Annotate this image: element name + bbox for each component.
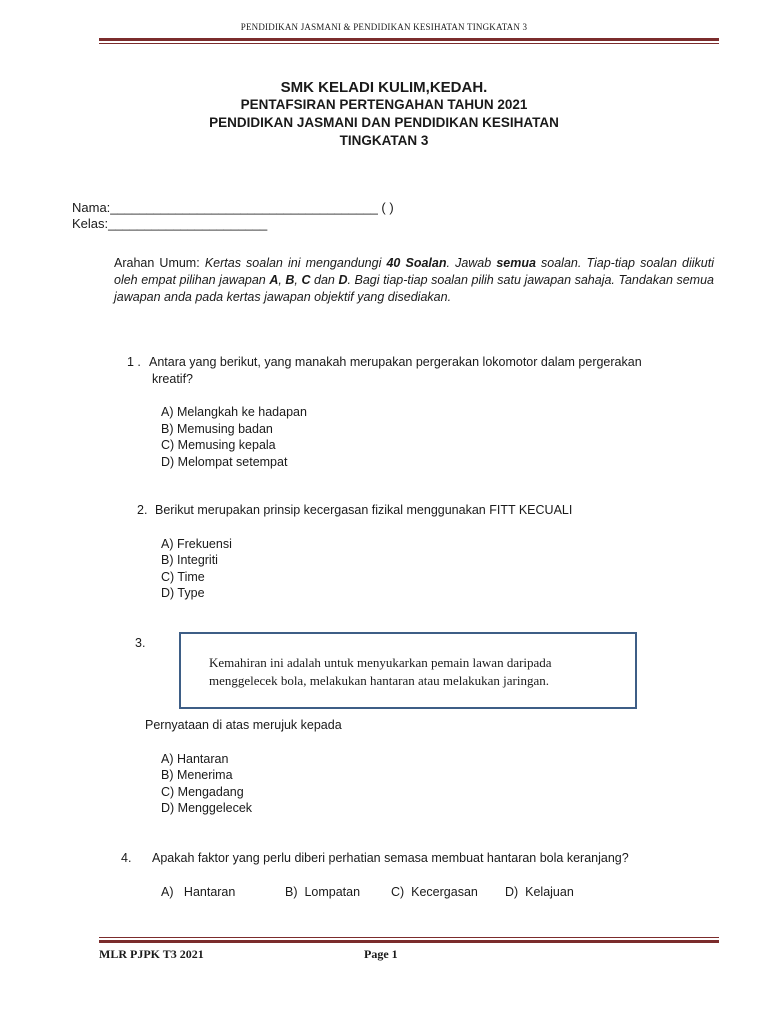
name-field[interactable]: Nama:_____________________________________ ( ) (72, 200, 394, 215)
question-3-option-b[interactable]: B) Menerima (161, 768, 233, 782)
header-rule-thin (99, 43, 719, 44)
question-1-text: Antara yang berikut, yang manakah merupakan pergerakan lokomotor dalam pergerakan (149, 355, 642, 369)
question-2-option-d[interactable]: D) Type (161, 586, 205, 600)
question-3-stimulus-text (209, 654, 619, 690)
subject-title: PENDIDIKAN JASMANI DAN PENDIDIKAN KESIHATAN (209, 115, 559, 130)
question-1-number: 1 . (127, 355, 141, 369)
question-2-text: Berikut merupakan prinsip kecergasan fizikal menggunakan FITT KECUALI (155, 503, 573, 517)
question-3-stem: Pernyataan di atas merujuk kepada (145, 718, 342, 732)
question-2-option-a[interactable]: A) Frekuensi (161, 537, 232, 551)
question-2-option-b[interactable]: B) Integriti (161, 553, 218, 567)
school-title: SMK KELADI KULIM,KEDAH. (280, 79, 488, 96)
header-rule (99, 38, 719, 41)
question-1-option-d[interactable]: D) Melompat setempat (161, 455, 288, 469)
question-1-option-a[interactable]: A) Melangkah ke hadapan (161, 405, 307, 419)
general-instructions: Arahan Umum: Kertas soalan ini mengandungi 40 Soalan. Jawab semua soalan. Tiap-tiap soalan diikuti oleh empat pilihan jawapan A, B, C dan D. Bagi tiap-tiap soalan pilih satu jawapan sahaja. Tandakan semua jawapan anda pada kertas jawapan objektif yang disediakan. (114, 256, 714, 304)
question-4-text: Apakah faktor yang perlu diberi perhatian semasa membuat hantaran bola keranjang? (152, 851, 629, 865)
question-3-option-c[interactable]: C) Mengadang (161, 785, 244, 799)
question-4-option-d[interactable]: D) Kelajuan (505, 885, 574, 899)
footer-rule (99, 940, 719, 943)
question-4-number: 4. (121, 851, 132, 865)
question-4-option-b[interactable]: B) Lompatan (285, 885, 361, 899)
question-1-option-c[interactable]: C) Memusing kepala (161, 438, 276, 452)
question-4-option-c[interactable]: C) Kecergasan (391, 885, 478, 899)
stimulus-line-1: Kemahiran ini adalah untuk menyukarkan pemain lawan daripada (209, 655, 552, 670)
footer-rule-thin (99, 937, 719, 938)
page-number: Page 1 (364, 947, 398, 961)
question-3-option-d[interactable]: D) Menggelecek (161, 801, 253, 815)
question-3-option-a[interactable]: A) Hantaran (161, 752, 229, 766)
level-title: TINGKATAN 3 (339, 133, 429, 148)
question-2-option-c[interactable]: C) Time (161, 570, 205, 584)
footer-code: MLR PJPK T3 2021 (99, 947, 204, 961)
question-2-number: 2. (137, 503, 148, 517)
question-3-number: 3. (135, 636, 146, 650)
question-4-option-a[interactable]: A) Hantaran (161, 885, 236, 899)
class-field[interactable]: Kelas:______________________ (72, 216, 268, 231)
exam-title: PENTAFSIRAN PERTENGAHAN TAHUN 2021 (240, 97, 528, 112)
question-1-text-cont: kreatif? (152, 372, 193, 386)
running-header: PENDIDIKAN JASMANI & PENDIDIKAN KESIHATAN TINGKATAN 3 (240, 22, 528, 32)
question-1-option-b[interactable]: B) Memusing badan (161, 422, 273, 436)
stimulus-line-2: menggelecek bola, melakukan hantaran atau melakukan jaringan. (209, 673, 550, 688)
